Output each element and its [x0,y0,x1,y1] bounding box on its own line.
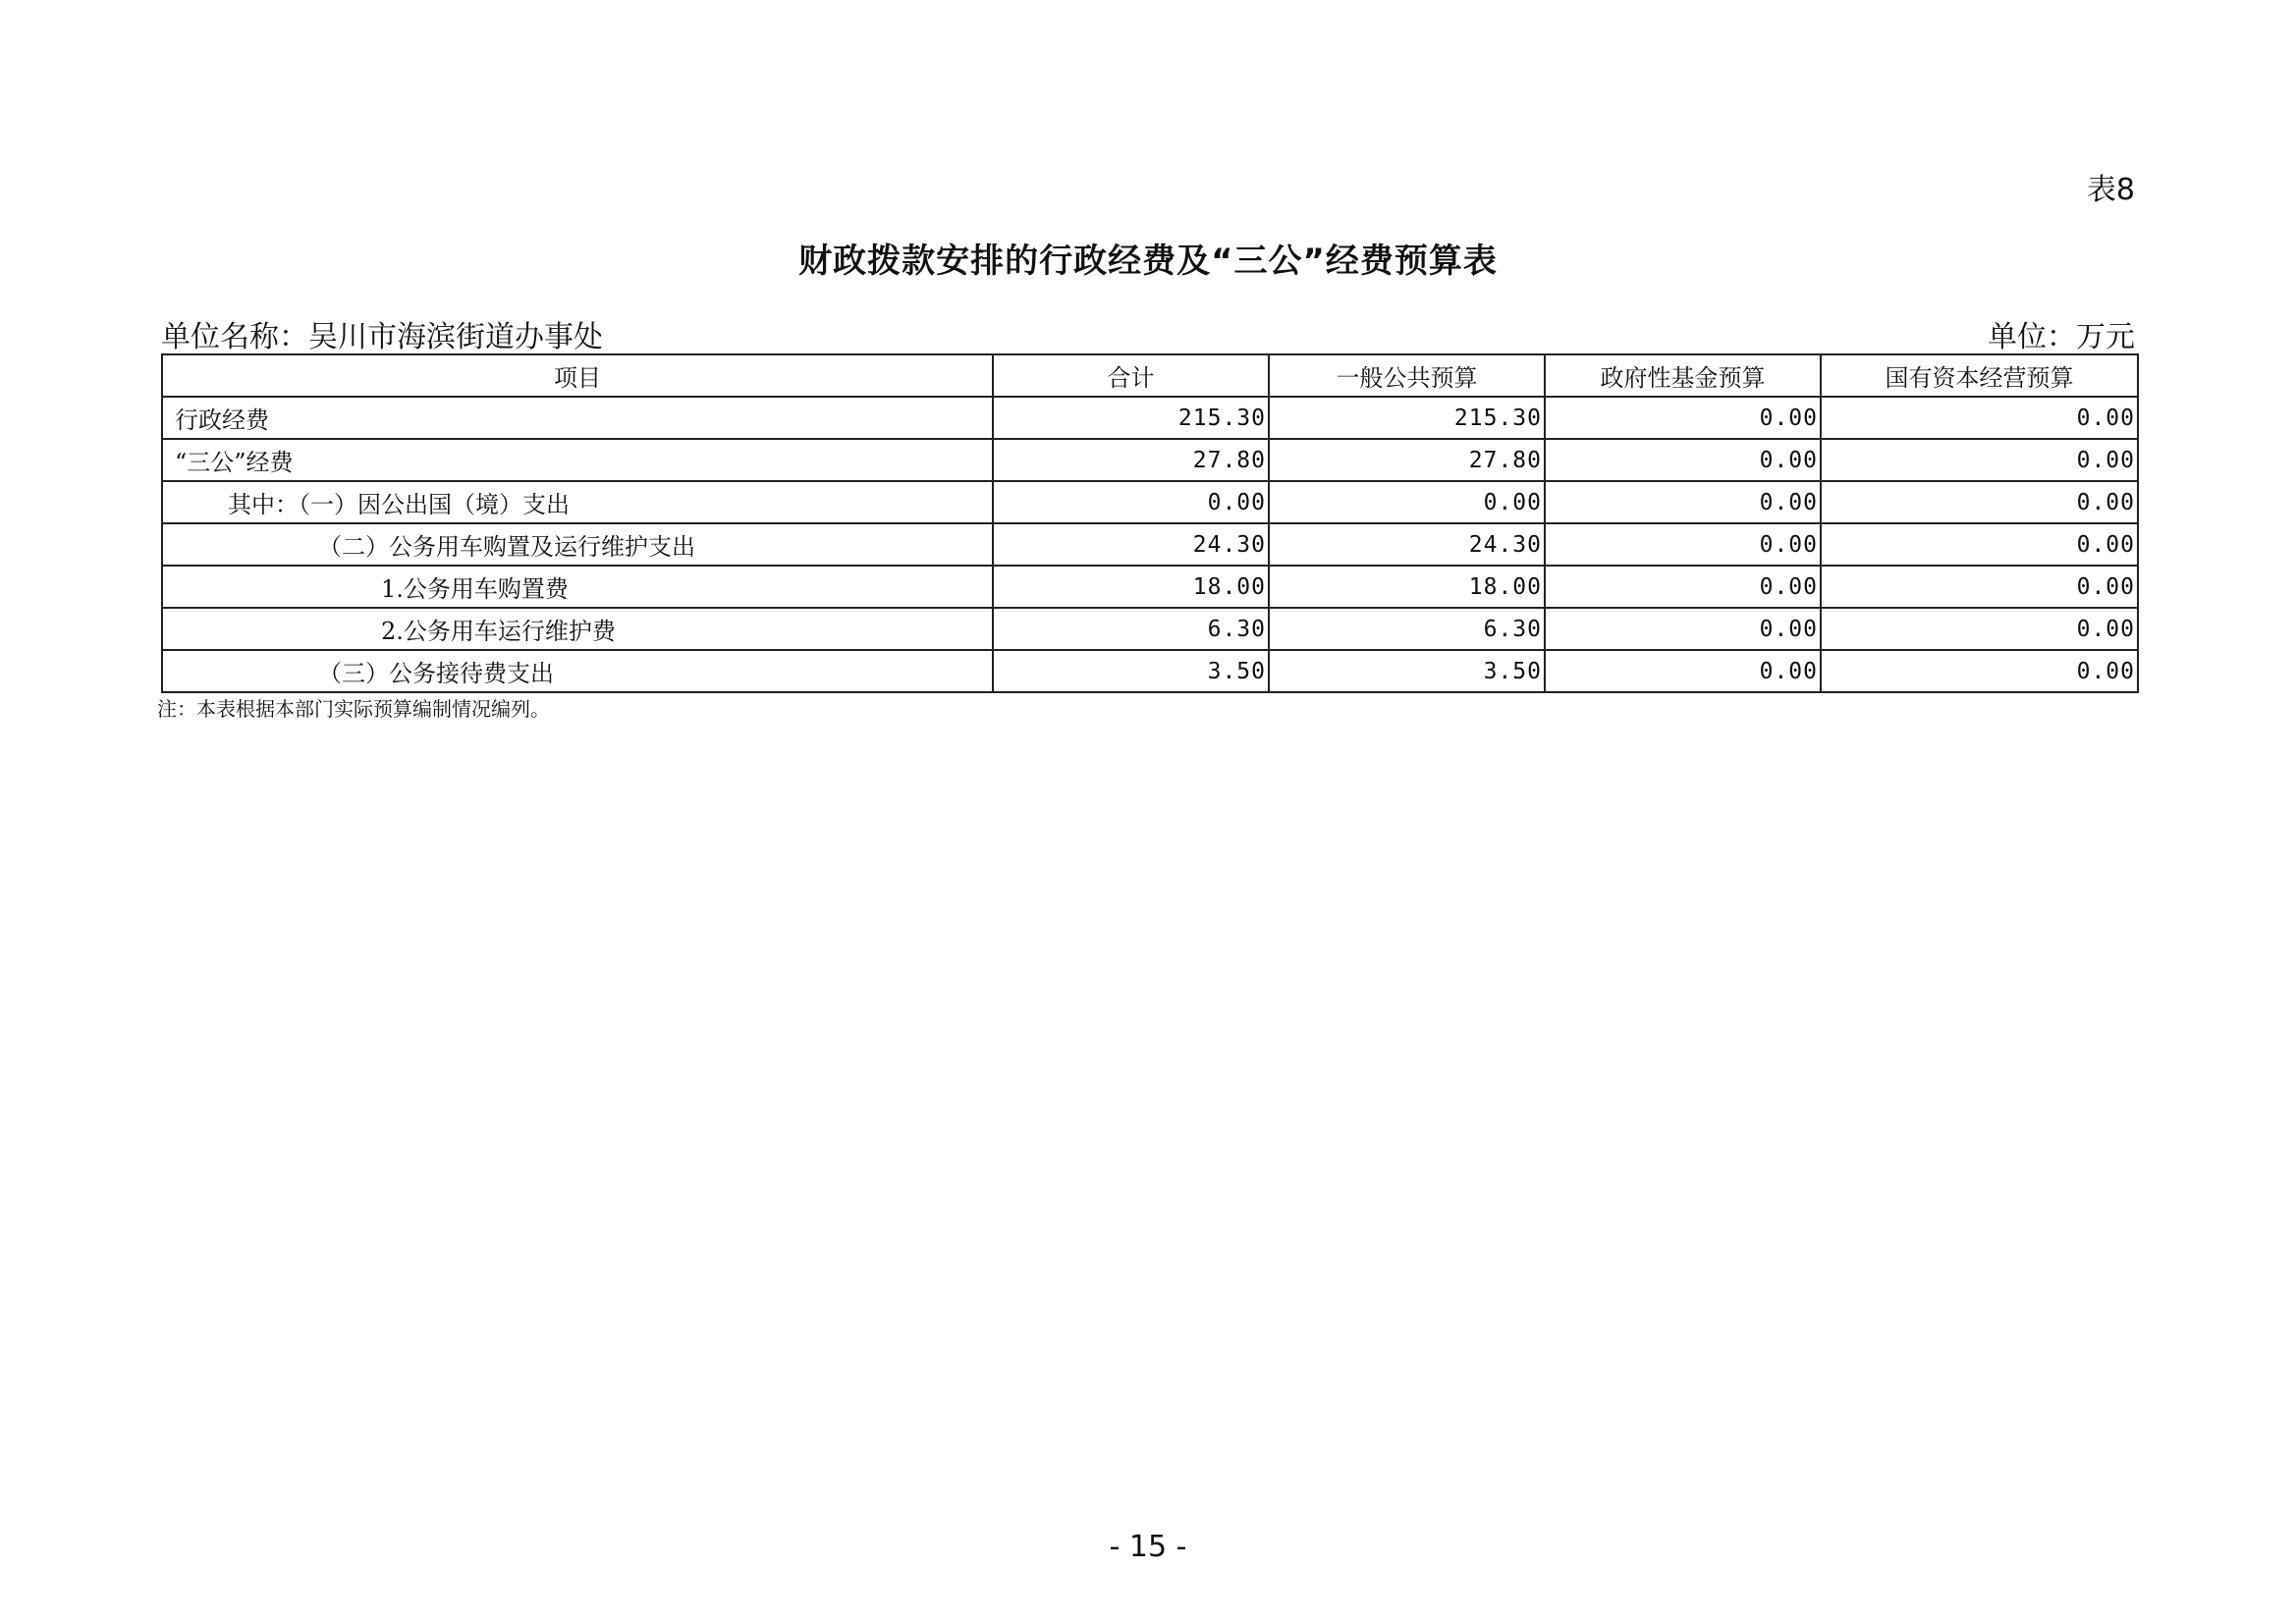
row-item-label: 1.公务用车购置费 [162,566,993,608]
row-value-cell: 0.00 [1269,481,1545,523]
row-item-label: 2.公务用车运行维护费 [162,608,993,650]
table-number: 表8 [2086,173,2135,207]
row-item-label: 其中：（一）因公出国（境）支出 [162,481,993,523]
row-value-cell: 0.00 [1821,523,2138,566]
row-value-cell: 6.30 [1269,608,1545,650]
header-total: 合计 [993,354,1269,397]
table-row [162,439,2138,481]
organization-name: 单位名称：吴川市海滨街道办事处 [161,320,603,354]
table-row [162,650,2138,692]
row-value-cell: 6.30 [993,608,1269,650]
row-item-label: （二）公务用车购置及运行维护支出 [162,523,993,566]
row-value-cell: 0.00 [1545,397,1821,439]
row-value-cell: 24.30 [1269,523,1545,566]
row-value-cell: 0.00 [1821,439,2138,481]
row-value-cell: 0.00 [1821,650,2138,692]
row-value-cell: 3.50 [993,650,1269,692]
row-value-cell: 27.80 [1269,439,1545,481]
header-general-public-budget: 一般公共预算 [1269,354,1545,397]
page-number: - 15 - [1109,1530,1187,1564]
row-value-cell: 3.50 [1269,650,1545,692]
currency-unit: 单位：万元 [1988,320,2135,354]
row-value-cell: 0.00 [1545,650,1821,692]
table-body [162,397,2138,692]
table-row [162,608,2138,650]
row-value-cell: 0.00 [1545,523,1821,566]
row-value-cell: 0.00 [1821,608,2138,650]
header-state-capital-budget: 国有资本经营预算 [1821,354,2138,397]
table-header-row [162,354,2138,397]
row-item-label: （三）公务接待费支出 [162,650,993,692]
row-value-cell: 24.30 [993,523,1269,566]
document-title: 财政拨款安排的行政经费及“三公”经费预算表 [798,242,1498,281]
table-row [162,523,2138,566]
row-value-cell: 0.00 [993,481,1269,523]
row-value-cell: 18.00 [993,566,1269,608]
row-value-cell: 0.00 [1545,608,1821,650]
row-value-cell: 0.00 [1545,439,1821,481]
row-value-cell: 18.00 [1269,566,1545,608]
table-note: 注：本表根据本部门实际预算编制情况编列。 [157,697,550,721]
table-row [162,566,2138,608]
row-value-cell: 0.00 [1545,481,1821,523]
header-government-fund-budget: 政府性基金预算 [1545,354,1821,397]
row-item-label: “三公”经费 [162,439,993,481]
row-value-cell: 215.30 [993,397,1269,439]
row-value-cell: 0.00 [1821,397,2138,439]
budget-table [161,353,2139,693]
row-value-cell: 0.00 [1821,481,2138,523]
header-item: 项目 [162,354,993,397]
table-row [162,481,2138,523]
row-value-cell: 27.80 [993,439,1269,481]
unit-line [161,312,2135,352]
row-value-cell: 215.30 [1269,397,1545,439]
row-item-label: 行政经费 [162,397,993,439]
row-value-cell: 0.00 [1545,566,1821,608]
row-value-cell: 0.00 [1821,566,2138,608]
table-row [162,397,2138,439]
